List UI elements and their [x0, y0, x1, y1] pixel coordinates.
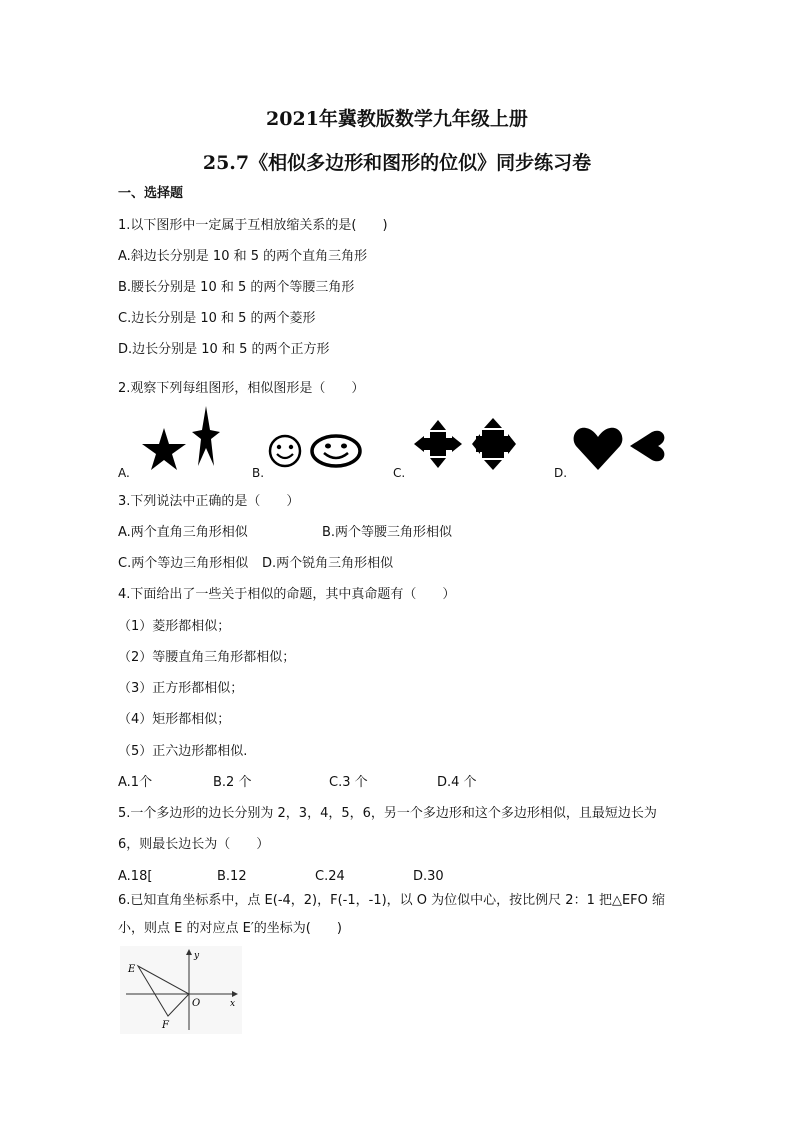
- q2-figure-d-hearts: [572, 424, 668, 474]
- q5-option-b: B.12: [217, 869, 247, 884]
- q1-option-a: A.斜边长分别是 10 和 5 的两个直角三角形: [118, 249, 368, 264]
- label-o: O: [192, 998, 201, 1009]
- q5-option-d: D.30: [413, 869, 444, 884]
- q5-option-a: A.18[: [118, 869, 153, 884]
- q2-label-d: D.: [554, 466, 568, 480]
- q3-option-d: D.两个锐角三角形相似: [262, 556, 394, 571]
- q2-figure-a-stars: [138, 404, 224, 470]
- q2-stem: 2.观察下列每组图形，相似图形是（ ）: [118, 381, 365, 396]
- q4-option-d: D.4 个: [437, 775, 477, 790]
- label-e: E: [128, 964, 136, 975]
- label-y: y: [194, 951, 200, 961]
- q3-option-a: A.两个直角三角形相似: [118, 525, 248, 540]
- q2-label-b: B.: [252, 466, 265, 480]
- page-title-1: 2021年冀教版数学九年级上册: [266, 108, 528, 130]
- q2-figure-c-arrows: [410, 418, 530, 472]
- tall-star-icon: [192, 406, 220, 466]
- q4-option-c: C.3 个: [329, 775, 368, 790]
- q1-option-c: C.边长分别是 10 和 5 的两个菱形: [118, 311, 316, 326]
- cross-arrow-icon-2: [472, 418, 516, 470]
- q3-stem: 3.下列说法中正确的是（ ）: [118, 494, 300, 509]
- sideways-heart-icon: [630, 431, 664, 462]
- q1-option-d: D.边长分别是 10 和 5 的两个正方形: [118, 342, 330, 357]
- q6-stem-line-1: 6.已知直角坐标系中，点 E(-4，2)，F(-1，-1)，以 O 为位似中心，按比例尺 2：1 把△EFO 缩: [118, 893, 666, 908]
- q4-item-5: （5）正六边形都相似.: [118, 744, 248, 759]
- q4-option-b: B.2 个: [213, 775, 252, 790]
- q3-option-c: C.两个等边三角形相似: [118, 556, 249, 571]
- q2-figure-b-smileys: [266, 432, 366, 472]
- q4-option-a: A.1个: [118, 775, 153, 790]
- q2-label-c: C.: [393, 466, 406, 480]
- q1-stem: 1.以下图形中一定属于互相放缩关系的是( ): [118, 218, 388, 233]
- q6-stem-line-2: 小，则点 E 的对应点 E′的坐标为( ): [118, 921, 342, 936]
- label-x: x: [230, 999, 236, 1009]
- q3-option-b: B.两个等腰三角形相似: [322, 525, 453, 540]
- q4-item-4: （4）矩形都相似；: [118, 712, 231, 727]
- label-f: F: [162, 1020, 169, 1031]
- page-title-2: 25.7《相似多边形和图形的位似》同步练习卷: [202, 152, 592, 174]
- q4-item-1: （1）菱形都相似；: [118, 619, 231, 634]
- q5-option-c: C.24: [315, 869, 345, 884]
- q1-option-b: B.腰长分别是 10 和 5 的两个等腰三角形: [118, 280, 355, 295]
- section-heading: 一、选择题: [118, 186, 184, 201]
- q2-label-a: A.: [118, 466, 130, 480]
- small-smiley-icon: [270, 436, 300, 466]
- q4-stem: 4.下面给出了一些关于相似的命题，其中真命题有（ ）: [118, 587, 456, 602]
- q4-item-2: （2）等腰直角三角形都相似；: [118, 650, 296, 665]
- q4-item-3: （3）正方形都相似；: [118, 681, 244, 696]
- cross-arrow-icon-1: [414, 420, 462, 468]
- heart-icon: [574, 428, 623, 470]
- q6-coordinate-figure: [120, 946, 242, 1034]
- star-icon: [142, 428, 186, 470]
- q5-stem-line-1: 5.一个多边形的边长分别为 2，3，4，5，6，另一个多边形和这个多边形相似，且最短边长为: [118, 806, 657, 821]
- wide-smiley-icon: [312, 436, 360, 466]
- q5-stem-line-2: 6，则最长边长为（ ）: [118, 837, 270, 852]
